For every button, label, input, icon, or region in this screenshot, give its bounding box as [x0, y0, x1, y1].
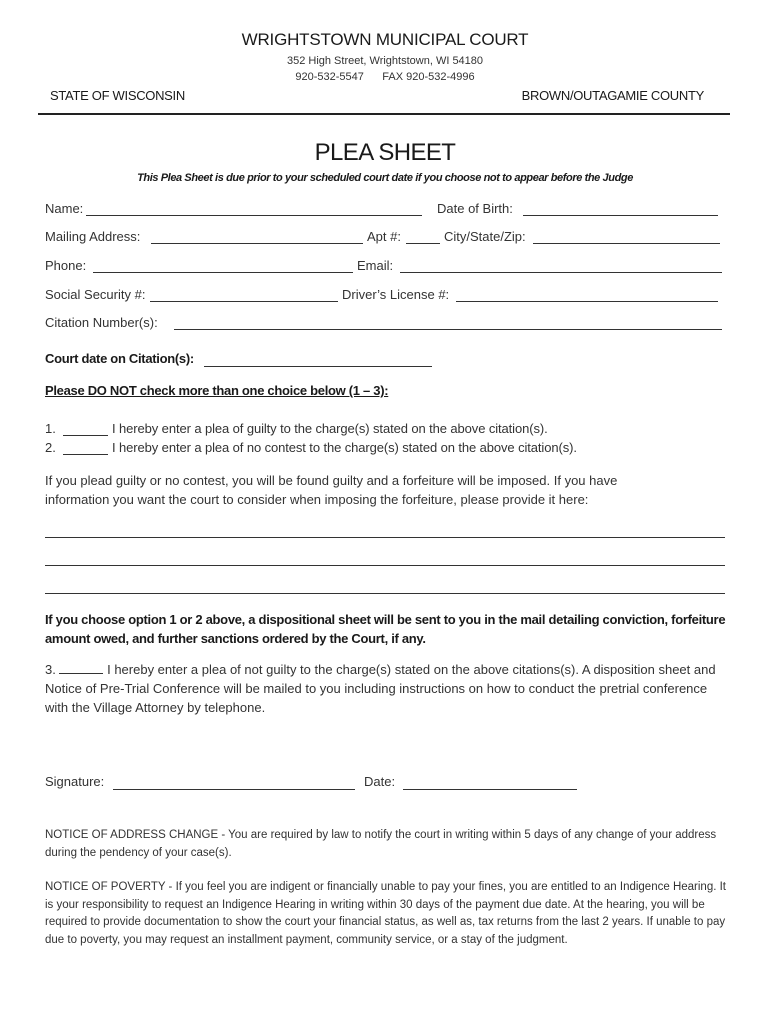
signature-label: Signature: — [45, 774, 105, 789]
city-state-zip-label: City/State/Zip: — [444, 229, 526, 244]
citation-number-label: Citation Number(s): — [45, 315, 158, 330]
ssn-field[interactable] — [150, 301, 338, 302]
page-subtitle: This Plea Sheet is due prior to your scheduled court date if you choose not to appear before the Judge — [137, 172, 633, 184]
info-line-1[interactable] — [45, 537, 725, 538]
option3-block — [45, 660, 725, 717]
court-name: WRIGHTSTOWN MUNICIPAL COURT — [241, 30, 529, 49]
option2-check-field[interactable] — [63, 454, 108, 455]
court-phone: 920-532-5547 — [295, 71, 364, 83]
apt-label: Apt #: — [367, 229, 401, 244]
dob-label: Date of Birth: — [437, 201, 513, 216]
option1-number: 1. — [45, 421, 56, 436]
forfeiture-info-paragraph: If you plead guilty or no contest, you will be found guilty and a forfeiture will be imposed. If you have information you want the court to consider when imposing the forfeiture, please provide it here: — [45, 473, 618, 507]
mailing-address-field[interactable] — [151, 243, 363, 244]
email-field[interactable] — [400, 272, 722, 273]
name-field[interactable] — [86, 215, 422, 216]
signature-field[interactable] — [113, 789, 355, 790]
drivers-license-label: Driver’s License #: — [342, 287, 450, 302]
county-label: BROWN/OUTAGAMIE COUNTY — [521, 88, 704, 103]
city-state-zip-field[interactable] — [533, 243, 720, 244]
email-label: Email: — [357, 258, 394, 273]
poverty-notice: NOTICE OF POVERTY - If you feel you are indigent or financially unable to pay your fines, you are entitled to an Indigence Hearing. It is your responsibility to request an Indigence Hearing in writing within 30 days of the payment due date. At the hearing, you will be required to provide documentation to show the court your financial status, as well as, tax returns from the last 2 years. If unable to pay due to poverty, you may request an installment payment, community service, or a stay of the judgment. — [45, 881, 726, 946]
page-title: PLEA SHEET — [314, 139, 456, 166]
phone-label: Phone: — [45, 258, 87, 273]
header-divider — [38, 113, 730, 115]
drivers-license-field[interactable] — [456, 301, 718, 302]
info-line-3[interactable] — [45, 593, 725, 594]
court-contact — [0, 71, 770, 83]
citation-number-field[interactable] — [174, 329, 722, 330]
court-address: 352 High Street, Wrightstown, WI 54180 — [286, 55, 484, 67]
court-fax: FAX 920-532-4996 — [382, 71, 475, 83]
mailing-address-label: Mailing Address: — [45, 229, 141, 244]
option1-text: I hereby enter a plea of guilty to the charge(s) stated on the above citation(s). — [112, 421, 548, 436]
dispositional-note: If you choose option 1 or 2 above, a dispositional sheet will be sent to you in the mail detailing conviction, forfeiture amount owed, and further sanctions ordered by the Court, if any. — [45, 612, 726, 646]
option2-number: 2. — [45, 440, 56, 455]
address-change-notice: NOTICE OF ADDRESS CHANGE - You are required by law to notify the court in writing within 5 days of any change of your address during the pendency of your case(s). — [45, 829, 717, 859]
court-date-field[interactable] — [204, 366, 432, 367]
option2-text: I hereby enter a plea of no contest to the charge(s) stated on the above citation(s). — [112, 440, 577, 455]
info-line-2[interactable] — [45, 565, 725, 566]
dob-field[interactable] — [523, 215, 718, 216]
state-label: STATE OF WISCONSIN — [50, 88, 185, 103]
court-date-label: Court date on Citation(s): — [45, 351, 194, 366]
date-label: Date: — [364, 774, 396, 789]
option1-check-field[interactable] — [63, 435, 108, 436]
phone-field[interactable] — [93, 272, 353, 273]
option3-text: I hereby enter a plea of not guilty to the charge(s) stated on the above citations(s). A disposition sheet and Notice of Pre-Trial Conference will be mailed to you including instructions on how to conduct the pretrial conference with the Village Attorney by telephone. — [45, 662, 716, 715]
ssn-label: Social Security #: — [45, 287, 146, 302]
apt-field[interactable] — [406, 243, 440, 244]
option3-check-field[interactable] — [59, 661, 103, 674]
date-field[interactable] — [403, 789, 577, 790]
choice-instruction: Please DO NOT check more than one choice below (1 – 3): — [45, 383, 389, 398]
name-label: Name: — [45, 201, 84, 216]
option3-number: 3. — [45, 662, 56, 677]
